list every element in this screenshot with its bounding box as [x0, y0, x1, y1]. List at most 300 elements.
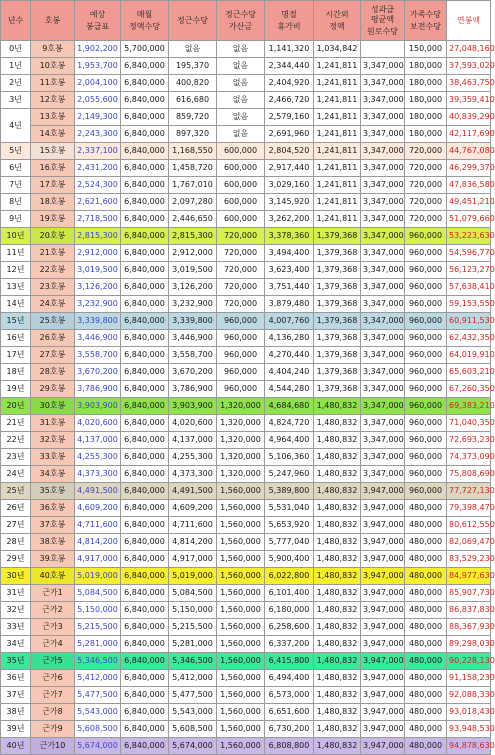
holiday-bonus-cell: 2,804,520 [265, 143, 314, 160]
header-base: 예상 봉급표 [75, 1, 121, 41]
regular-add-cell: 720,000 [217, 245, 265, 262]
performance-cell: 3,947,000 [361, 619, 405, 636]
year-cell: 0년 [1, 41, 31, 58]
regular-add-cell: 없음 [217, 75, 265, 92]
year-cell: 8년 [1, 194, 31, 211]
year-cell: 28년 [1, 534, 31, 551]
holiday-bonus-cell: 4,404,240 [265, 364, 314, 381]
family-allowance-cell: 960,000 [405, 330, 447, 347]
step-cell: 35호봉 [31, 483, 75, 500]
regular-allowance-cell: 4,711,600 [169, 517, 217, 534]
base-salary-cell: 2,621,600 [75, 194, 121, 211]
year-cell: 30년 [1, 568, 31, 585]
table-row [1, 551, 491, 568]
year-cell: 25년 [1, 483, 31, 500]
annual-total-cell: 65,603,210 [447, 364, 491, 381]
regular-allowance-cell: 4,255,300 [169, 449, 217, 466]
base-salary-cell: 5,346,500 [75, 653, 121, 670]
header-year: 년수 [1, 1, 31, 41]
annual-total-cell: 79,398,470 [447, 500, 491, 517]
regular-add-cell: 720,000 [217, 228, 265, 245]
performance-cell: 3,947,000 [361, 704, 405, 721]
year-cell: 24년 [1, 466, 31, 483]
performance-cell: 3,947,000 [361, 653, 405, 670]
annual-total-cell: 80,612,550 [447, 517, 491, 534]
table-row [1, 670, 491, 687]
performance-cell: 3,947,000 [361, 568, 405, 585]
holiday-bonus-cell: 3,751,440 [265, 279, 314, 296]
family-allowance-cell: 960,000 [405, 381, 447, 398]
overtime-cell: 1,480,832 [314, 568, 361, 585]
header-regular-add: 정근수당 가산금 [217, 1, 265, 41]
year-cell: 16년 [1, 330, 31, 347]
table-row [1, 75, 491, 92]
regular-allowance-cell: 3,446,900 [169, 330, 217, 347]
step-cell: 16호봉 [31, 160, 75, 177]
base-salary-cell: 3,339,800 [75, 313, 121, 330]
family-allowance-cell: 720,000 [405, 211, 447, 228]
family-allowance-cell: 480,000 [405, 738, 447, 755]
regular-add-cell: 600,000 [217, 194, 265, 211]
table-row [1, 41, 491, 58]
holiday-bonus-cell: 4,544,280 [265, 381, 314, 398]
family-allowance-cell: 960,000 [405, 296, 447, 313]
family-allowance-cell: 480,000 [405, 551, 447, 568]
performance-cell: 3,947,000 [361, 500, 405, 517]
overtime-cell: 1,480,832 [314, 585, 361, 602]
regular-add-cell: 720,000 [217, 262, 265, 279]
annual-total-cell: 40,839,290 [447, 109, 491, 126]
monthly-allowance-cell: 6,840,000 [121, 160, 169, 177]
overtime-cell: 1,480,832 [314, 704, 361, 721]
regular-add-cell: 없음 [217, 109, 265, 126]
annual-total-cell: 83,529,230 [447, 551, 491, 568]
annual-total-cell: 69,383,210 [447, 398, 491, 415]
annual-total-cell: 82,069,470 [447, 534, 491, 551]
table-row [1, 534, 491, 551]
year-cell: 17년 [1, 347, 31, 364]
year-cell: 21년 [1, 415, 31, 432]
overtime-cell: 1,379,368 [314, 330, 361, 347]
holiday-bonus-cell: 2,917,440 [265, 160, 314, 177]
performance-cell: 3,347,000 [361, 92, 405, 109]
regular-add-cell: 1,320,000 [217, 415, 265, 432]
step-cell: 근가10 [31, 738, 75, 755]
regular-allowance-cell: 5,084,500 [169, 585, 217, 602]
step-cell: 29호봉 [31, 381, 75, 398]
regular-add-cell: 1,560,000 [217, 534, 265, 551]
regular-allowance-cell: 616,680 [169, 92, 217, 109]
performance-cell: 3,347,000 [361, 415, 405, 432]
monthly-allowance-cell: 6,840,000 [121, 58, 169, 75]
step-cell: 10호봉 [31, 58, 75, 75]
annual-total-cell: 54,596,770 [447, 245, 491, 262]
holiday-bonus-cell: 2,579,160 [265, 109, 314, 126]
holiday-bonus-cell: 2,404,920 [265, 75, 314, 92]
regular-add-cell: 1,560,000 [217, 738, 265, 755]
base-salary-cell: 2,004,100 [75, 75, 121, 92]
family-allowance-cell: 960,000 [405, 313, 447, 330]
year-cell: 34년 [1, 636, 31, 653]
regular-allowance-cell: 5,346,500 [169, 653, 217, 670]
overtime-cell: 1,379,368 [314, 347, 361, 364]
family-allowance-cell: 960,000 [405, 483, 447, 500]
annual-total-cell: 93,018,430 [447, 704, 491, 721]
performance-cell [361, 41, 405, 58]
base-salary-cell: 2,243,300 [75, 126, 121, 143]
regular-add-cell: 1,320,000 [217, 432, 265, 449]
performance-cell: 3,347,000 [361, 381, 405, 398]
step-cell: 근가3 [31, 619, 75, 636]
family-allowance-cell: 960,000 [405, 466, 447, 483]
overtime-cell: 1,480,832 [314, 687, 361, 704]
table-row [1, 143, 491, 160]
holiday-bonus-cell: 6,337,200 [265, 636, 314, 653]
annual-total-cell: 90,228,130 [447, 653, 491, 670]
header-regular: 정근수당 [169, 1, 217, 41]
overtime-cell: 1,379,368 [314, 279, 361, 296]
family-allowance-cell: 480,000 [405, 517, 447, 534]
holiday-bonus-cell: 2,344,440 [265, 58, 314, 75]
base-salary-cell: 4,020,600 [75, 415, 121, 432]
annual-total-cell: 89,298,030 [447, 636, 491, 653]
annual-total-cell: 75,808,690 [447, 466, 491, 483]
base-salary-cell: 2,524,300 [75, 177, 121, 194]
regular-allowance-cell: 3,339,800 [169, 313, 217, 330]
monthly-allowance-cell: 6,840,000 [121, 347, 169, 364]
annual-total-cell: 37,593,020 [447, 58, 491, 75]
holiday-bonus-cell: 3,879,480 [265, 296, 314, 313]
holiday-bonus-cell: 5,106,360 [265, 449, 314, 466]
step-cell: 40호봉 [31, 568, 75, 585]
monthly-allowance-cell: 5,700,000 [121, 41, 169, 58]
monthly-allowance-cell: 6,840,000 [121, 245, 169, 262]
regular-allowance-cell: 4,491,500 [169, 483, 217, 500]
overtime-cell: 1,480,832 [314, 432, 361, 449]
annual-total-cell: 64,019,910 [447, 347, 491, 364]
annual-total-cell: 84,977,630 [447, 568, 491, 585]
monthly-allowance-cell: 6,840,000 [121, 687, 169, 704]
performance-cell: 3,347,000 [361, 245, 405, 262]
performance-cell: 3,347,000 [361, 58, 405, 75]
monthly-allowance-cell: 6,840,000 [121, 279, 169, 296]
table-row [1, 296, 491, 313]
year-cell: 14년 [1, 296, 31, 313]
base-salary-cell: 3,558,700 [75, 347, 121, 364]
family-allowance-cell: 960,000 [405, 262, 447, 279]
monthly-allowance-cell: 6,840,000 [121, 398, 169, 415]
performance-cell: 3,947,000 [361, 721, 405, 738]
overtime-cell: 1,379,368 [314, 262, 361, 279]
table-row [1, 687, 491, 704]
table-row [1, 619, 491, 636]
family-allowance-cell: 960,000 [405, 398, 447, 415]
holiday-bonus-cell: 4,007,760 [265, 313, 314, 330]
year-cell: 13년 [1, 279, 31, 296]
performance-cell: 3,347,000 [361, 347, 405, 364]
monthly-allowance-cell: 6,840,000 [121, 415, 169, 432]
family-allowance-cell: 480,000 [405, 721, 447, 738]
annual-total-cell: 94,878,630 [447, 738, 491, 755]
family-allowance-cell: 180,000 [405, 109, 447, 126]
overtime-cell: 1,241,811 [314, 160, 361, 177]
regular-add-cell: 960,000 [217, 364, 265, 381]
family-allowance-cell: 480,000 [405, 704, 447, 721]
overtime-cell: 1,480,832 [314, 602, 361, 619]
monthly-allowance-cell: 6,840,000 [121, 534, 169, 551]
annual-total-cell: 71,040,350 [447, 415, 491, 432]
regular-add-cell: 1,560,000 [217, 517, 265, 534]
step-cell: 15호봉 [31, 143, 75, 160]
holiday-bonus-cell: 3,623,400 [265, 262, 314, 279]
performance-cell: 3,947,000 [361, 517, 405, 534]
regular-add-cell: 1,560,000 [217, 653, 265, 670]
overtime-cell: 1,480,832 [314, 619, 361, 636]
base-salary-cell: 5,608,500 [75, 721, 121, 738]
monthly-allowance-cell: 6,840,000 [121, 432, 169, 449]
base-salary-cell: 3,232,900 [75, 296, 121, 313]
regular-add-cell: 1,560,000 [217, 721, 265, 738]
regular-allowance-cell: 897,320 [169, 126, 217, 143]
regular-allowance-cell: 3,019,500 [169, 262, 217, 279]
holiday-bonus-cell: 4,964,400 [265, 432, 314, 449]
overtime-cell: 1,480,832 [314, 500, 361, 517]
family-allowance-cell: 960,000 [405, 228, 447, 245]
annual-total-cell: 86,837,830 [447, 602, 491, 619]
overtime-cell: 1,480,832 [314, 398, 361, 415]
annual-total-cell: 67,260,350 [447, 381, 491, 398]
base-salary-cell: 5,215,500 [75, 619, 121, 636]
regular-allowance-cell: 5,215,500 [169, 619, 217, 636]
regular-allowance-cell: 5,281,000 [169, 636, 217, 653]
base-salary-cell: 4,373,300 [75, 466, 121, 483]
performance-cell: 3,947,000 [361, 670, 405, 687]
table-row [1, 330, 491, 347]
year-cell: 4년 [1, 109, 31, 143]
monthly-allowance-cell: 6,840,000 [121, 466, 169, 483]
monthly-allowance-cell: 6,840,000 [121, 313, 169, 330]
family-allowance-cell: 960,000 [405, 279, 447, 296]
performance-cell: 3,347,000 [361, 296, 405, 313]
regular-allowance-cell: 3,232,900 [169, 296, 217, 313]
header-monthly: 매월 정액수당 [121, 1, 169, 41]
table-row [1, 177, 491, 194]
performance-cell: 3,347,000 [361, 262, 405, 279]
holiday-bonus-cell: 2,466,720 [265, 92, 314, 109]
table-row [1, 126, 491, 143]
year-cell: 37년 [1, 687, 31, 704]
base-salary-cell: 2,055,600 [75, 92, 121, 109]
step-cell: 14호봉 [31, 126, 75, 143]
year-cell: 27년 [1, 517, 31, 534]
step-cell: 30호봉 [31, 398, 75, 415]
regular-allowance-cell: 3,670,200 [169, 364, 217, 381]
performance-cell: 3,347,000 [361, 330, 405, 347]
family-allowance-cell: 480,000 [405, 687, 447, 704]
year-cell: 3년 [1, 92, 31, 109]
family-allowance-cell: 180,000 [405, 58, 447, 75]
overtime-cell: 1,480,832 [314, 738, 361, 755]
year-cell: 7년 [1, 177, 31, 194]
year-cell: 9년 [1, 211, 31, 228]
table-row [1, 160, 491, 177]
family-allowance-cell: 720,000 [405, 160, 447, 177]
regular-allowance-cell: 3,558,700 [169, 347, 217, 364]
step-cell: 11호봉 [31, 75, 75, 92]
year-cell: 1년 [1, 58, 31, 75]
table-row [1, 432, 491, 449]
base-salary-cell: 5,084,500 [75, 585, 121, 602]
overtime-cell: 1,241,811 [314, 58, 361, 75]
performance-cell: 3,347,000 [361, 279, 405, 296]
table-row [1, 721, 491, 738]
monthly-allowance-cell: 6,840,000 [121, 704, 169, 721]
table-row [1, 602, 491, 619]
base-salary-cell: 3,126,200 [75, 279, 121, 296]
regular-allowance-cell: 4,373,300 [169, 466, 217, 483]
monthly-allowance-cell: 6,840,000 [121, 483, 169, 500]
table-row [1, 738, 491, 755]
table-row [1, 653, 491, 670]
overtime-cell: 1,241,811 [314, 177, 361, 194]
monthly-allowance-cell: 6,840,000 [121, 721, 169, 738]
monthly-allowance-cell: 6,840,000 [121, 568, 169, 585]
annual-total-cell: 93,948,530 [447, 721, 491, 738]
family-allowance-cell: 960,000 [405, 432, 447, 449]
base-salary-cell: 5,543,000 [75, 704, 121, 721]
family-allowance-cell: 960,000 [405, 364, 447, 381]
step-cell: 28호봉 [31, 364, 75, 381]
year-cell: 23년 [1, 449, 31, 466]
header-family: 가족수당 보전수당 [405, 1, 447, 41]
regular-allowance-cell: 4,020,600 [169, 415, 217, 432]
annual-total-cell: 38,463,750 [447, 75, 491, 92]
regular-add-cell: 720,000 [217, 279, 265, 296]
holiday-bonus-cell: 5,653,920 [265, 517, 314, 534]
table-row [1, 704, 491, 721]
annual-total-cell: 56,123,270 [447, 262, 491, 279]
performance-cell: 3,347,000 [361, 194, 405, 211]
holiday-bonus-cell: 6,101,400 [265, 585, 314, 602]
year-cell: 31년 [1, 585, 31, 602]
year-cell: 40년 [1, 738, 31, 755]
family-allowance-cell: 480,000 [405, 585, 447, 602]
monthly-allowance-cell: 6,840,000 [121, 211, 169, 228]
overtime-cell: 1,480,832 [314, 636, 361, 653]
performance-cell: 3,347,000 [361, 75, 405, 92]
year-cell: 12년 [1, 262, 31, 279]
annual-total-cell: 59,153,550 [447, 296, 491, 313]
table-row [1, 92, 491, 109]
regular-allowance-cell: 5,019,000 [169, 568, 217, 585]
table-row [1, 449, 491, 466]
monthly-allowance-cell: 6,840,000 [121, 296, 169, 313]
holiday-bonus-cell: 6,022,800 [265, 568, 314, 585]
header-overtime: 시간외 정액 [314, 1, 361, 41]
step-cell: 근가6 [31, 670, 75, 687]
holiday-bonus-cell: 3,145,920 [265, 194, 314, 211]
base-salary-cell: 5,477,500 [75, 687, 121, 704]
step-cell: 22호봉 [31, 262, 75, 279]
base-salary-cell: 5,412,000 [75, 670, 121, 687]
regular-add-cell: 없음 [217, 58, 265, 75]
table-header [1, 1, 491, 41]
table-row [1, 636, 491, 653]
regular-allowance-cell: 3,786,900 [169, 381, 217, 398]
regular-allowance-cell: 1,767,010 [169, 177, 217, 194]
year-cell: 20년 [1, 398, 31, 415]
base-salary-cell: 5,150,000 [75, 602, 121, 619]
regular-add-cell: 없음 [217, 126, 265, 143]
family-allowance-cell: 480,000 [405, 653, 447, 670]
step-cell: 근가4 [31, 636, 75, 653]
step-cell: 39호봉 [31, 551, 75, 568]
annual-total-cell: 85,907,730 [447, 585, 491, 602]
monthly-allowance-cell: 6,840,000 [121, 602, 169, 619]
family-allowance-cell: 720,000 [405, 194, 447, 211]
performance-cell: 3,347,000 [361, 109, 405, 126]
holiday-bonus-cell: 5,531,040 [265, 500, 314, 517]
regular-allowance-cell: 5,412,000 [169, 670, 217, 687]
base-salary-cell: 1,902,200 [75, 41, 121, 58]
monthly-allowance-cell: 6,840,000 [121, 109, 169, 126]
family-allowance-cell: 960,000 [405, 415, 447, 432]
family-allowance-cell: 480,000 [405, 500, 447, 517]
performance-cell: 3,947,000 [361, 687, 405, 704]
regular-add-cell: 1,560,000 [217, 500, 265, 517]
monthly-allowance-cell: 6,840,000 [121, 670, 169, 687]
step-cell: 26호봉 [31, 330, 75, 347]
annual-total-cell: 53,223,630 [447, 228, 491, 245]
family-allowance-cell: 720,000 [405, 143, 447, 160]
regular-allowance-cell: 5,543,000 [169, 704, 217, 721]
annual-total-cell: 72,693,230 [447, 432, 491, 449]
regular-allowance-cell: 4,609,200 [169, 500, 217, 517]
overtime-cell: 1,379,368 [314, 228, 361, 245]
overtime-cell: 1,241,811 [314, 126, 361, 143]
table-row [1, 228, 491, 245]
regular-add-cell: 1,560,000 [217, 585, 265, 602]
step-cell: 31호봉 [31, 415, 75, 432]
holiday-bonus-cell: 6,651,600 [265, 704, 314, 721]
annual-total-cell: 77,727,130 [447, 483, 491, 500]
regular-add-cell: 1,320,000 [217, 466, 265, 483]
base-salary-cell: 4,814,200 [75, 534, 121, 551]
header-holiday: 명절 휴가비 [265, 1, 314, 41]
monthly-allowance-cell: 6,840,000 [121, 381, 169, 398]
annual-total-cell: 51,079,660 [447, 211, 491, 228]
table-row [1, 347, 491, 364]
overtime-cell: 1,480,832 [314, 517, 361, 534]
regular-allowance-cell: 4,814,200 [169, 534, 217, 551]
regular-add-cell: 1,560,000 [217, 687, 265, 704]
base-salary-cell: 4,609,200 [75, 500, 121, 517]
step-cell: 38호봉 [31, 534, 75, 551]
table-row [1, 381, 491, 398]
table-row [1, 415, 491, 432]
performance-cell: 3,347,000 [361, 432, 405, 449]
performance-cell: 3,947,000 [361, 534, 405, 551]
year-cell: 35년 [1, 653, 31, 670]
holiday-bonus-cell: 6,573,000 [265, 687, 314, 704]
annual-total-cell: 74,373,090 [447, 449, 491, 466]
step-cell: 33호봉 [31, 449, 75, 466]
base-salary-cell: 5,019,000 [75, 568, 121, 585]
holiday-bonus-cell: 5,389,800 [265, 483, 314, 500]
step-cell: 32호봉 [31, 432, 75, 449]
performance-cell: 3,347,000 [361, 449, 405, 466]
regular-allowance-cell: 195,370 [169, 58, 217, 75]
